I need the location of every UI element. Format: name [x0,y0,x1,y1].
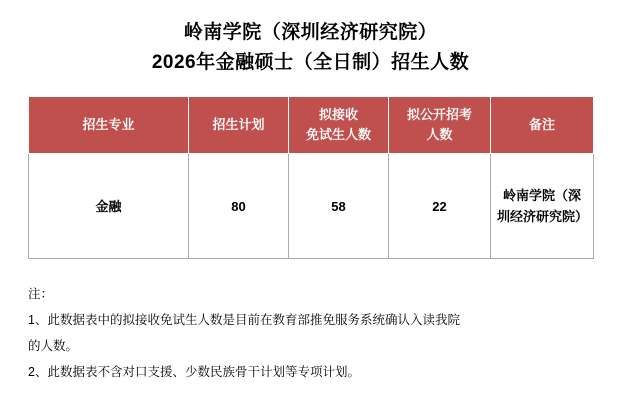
column-header-open-exam-line1: 拟公开招考 [406,107,472,122]
cell-open-exam: 22 [389,154,491,259]
table-row [29,154,594,259]
cell-remark: 岭南学院（深圳经济研究院） [491,154,594,259]
column-header-major-line1: 招生专业 [82,117,135,132]
footnotes-label: 注： [28,287,54,301]
footnote-item-1-line-1: 1、此数据表中的拟接收免试生人数是目前在教育部推免服务系统确认入读我院 [28,313,460,327]
column-header-open-exam [389,97,491,154]
table-header-row [29,97,594,154]
footnote-item-1-line-2: 的人数。 [28,339,79,353]
column-header-major [29,97,189,154]
cell-plan: 80 [189,154,289,259]
footnotes [28,281,593,385]
admissions-table [28,96,594,259]
title-line-2: 2026年金融硕士（全日制）招生人数 [151,52,470,73]
cell-major: 金融 [29,154,189,259]
footnote-item-2-line-1: 2、此数据表不含对口支援、少数民族骨干计划等专项计划。 [28,365,360,379]
column-header-plan [189,97,289,154]
column-header-open-exam-line2: 人数 [426,127,453,142]
admissions-table-container [28,96,593,259]
column-header-exempt [289,97,389,154]
title-line-1: 岭南学院（深圳经济研究院） [183,22,438,43]
column-header-exempt-line2: 免试生人数 [305,127,371,142]
column-header-remark-line1: 备注 [528,117,555,132]
page-title [0,0,621,78]
cell-exempt: 58 [289,154,389,259]
column-header-exempt-line1: 拟接收 [318,107,358,122]
column-header-plan-line1: 招生计划 [212,117,265,132]
column-header-remark [491,97,594,154]
